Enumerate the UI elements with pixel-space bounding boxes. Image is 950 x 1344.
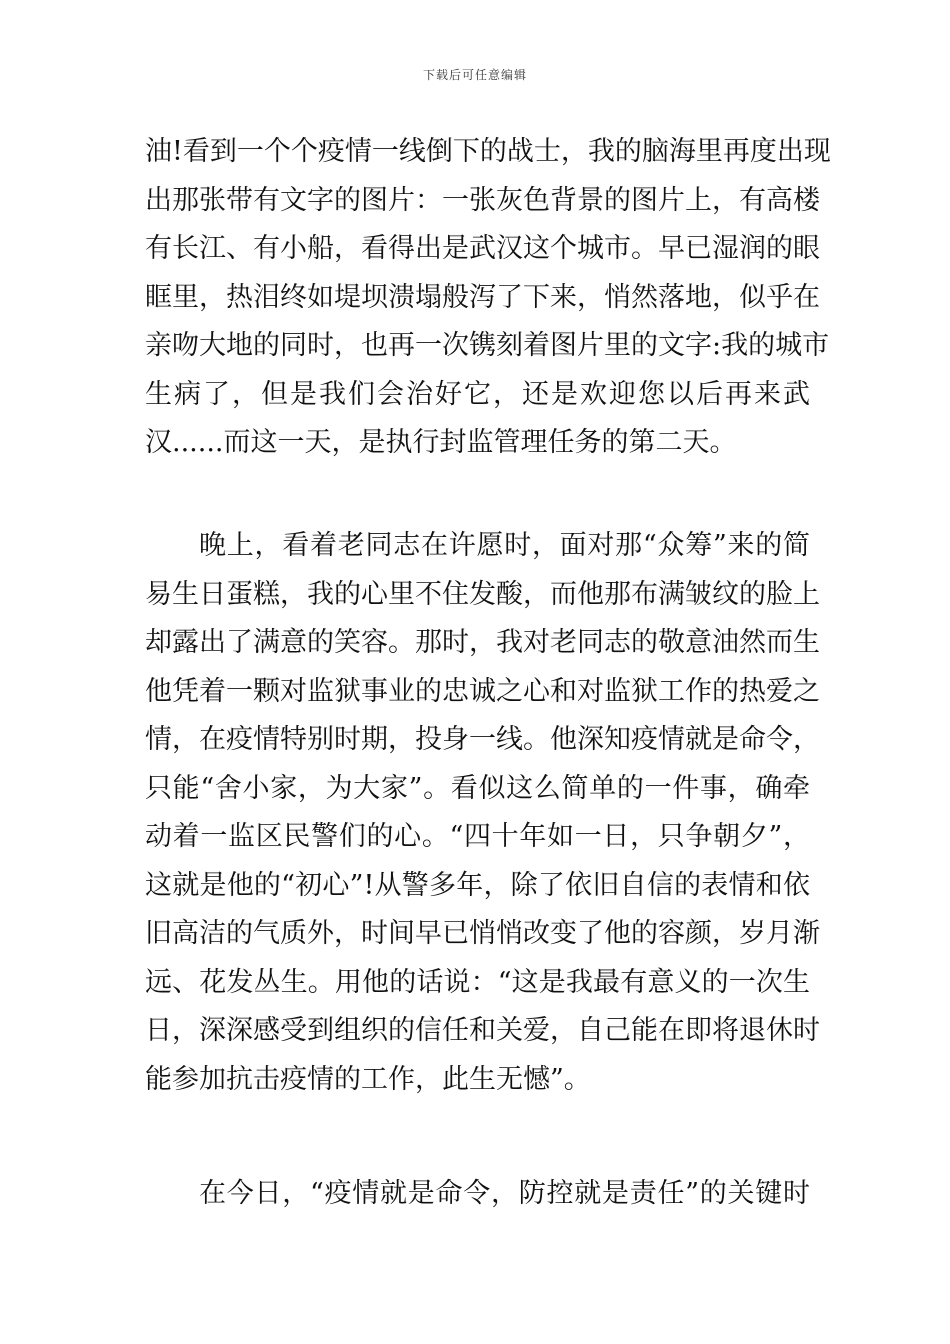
- text-line: 易生日蛋糕，我的心里不住发酸，而他那布满皱纹的脸上: [145, 578, 820, 610]
- text-line: 能参加抗击疫情的工作，此生无憾”。: [145, 1063, 591, 1095]
- text-line: 有长江、有小船，看得出是武汉这个城市。早已湿润的眼: [145, 233, 820, 264]
- text-line: 他凭着一颗对监狱事业的忠诚之心和对监狱工作的热爱之: [145, 675, 820, 707]
- text-line: 情，在疫情特别时期，投身一线。他深知疫情就是命令，: [145, 724, 820, 755]
- paragraph-2: [145, 522, 820, 1104]
- text-line: 日，深深感受到组织的信任和关爱，自己能在即将退休时: [145, 1015, 820, 1046]
- header-note: 下载后可任意编辑: [422, 68, 527, 82]
- text-line: 在今日，“疫情就是命令，防控就是责任”的关键时: [199, 1178, 810, 1209]
- text-line: 油!看到一个个疫情一线倒下的战士，我的脑海里再度出现: [145, 136, 831, 167]
- text-line: 却露出了满意的笑容。那时，我对老同志的敬意油然而生: [145, 627, 820, 658]
- text-line: 晚上，看着老同志在许愿时，面对那“众筹”来的简: [199, 530, 810, 561]
- text-line: 亲吻大地的同时，也再一次镌刻着图片里的文字:我的城市: [145, 330, 830, 361]
- paragraph-1: [145, 128, 831, 468]
- text-line: 汉......而这一天，是执行封监管理任务的第二天。: [145, 427, 737, 458]
- text-line: 旧高洁的气质外，时间早已悄悄改变了他的容颜，岁月渐: [145, 918, 820, 949]
- text-line: 动着一监区民警们的心。“四十年如一日，只争朝夕”，: [145, 821, 810, 852]
- text-line: 只能“舍小家，为大家”。看似这么简单的一件事，确牵: [145, 772, 810, 804]
- paragraph-3: [145, 1170, 810, 1219]
- text-line: 出那张带有文字的图片：一张灰色背景的图片上，有高楼: [145, 184, 820, 216]
- text-line: 远、花发丛生。用他的话说：“这是我最有意义的一次生: [145, 966, 810, 998]
- text-line: 眶里，热泪终如堤坝溃塌般泻了下来，悄然落地，似乎在: [145, 281, 820, 313]
- text-line: 这就是他的“初心”!从警多年，除了依旧自信的表情和依: [145, 869, 810, 901]
- text-line: 生病了，但是我们会治好它，还是欢迎您以后再来武: [145, 378, 810, 410]
